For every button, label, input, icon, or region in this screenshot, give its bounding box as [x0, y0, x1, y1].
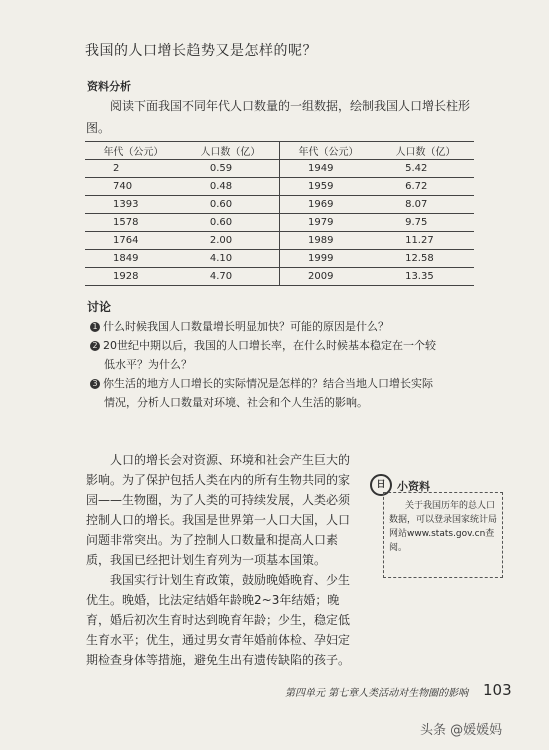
table-cell: 1393	[85, 196, 182, 214]
table-row	[85, 196, 474, 214]
table-cell: 740	[85, 178, 182, 196]
table-row	[85, 232, 474, 250]
table-row	[85, 268, 474, 286]
number-badge: 1	[90, 322, 100, 332]
intro-text: 阅读下面我国不同年代人口数量的一组数据，绘制我国人口增长柱形图。	[86, 99, 471, 135]
number-badge: 2	[90, 341, 100, 351]
table-cell: 13.35	[377, 268, 474, 286]
table-cell: 1764	[85, 232, 182, 250]
table-cell: 12.58	[377, 250, 474, 268]
table-cell: 2.00	[182, 232, 280, 250]
table-cell: 6.72	[377, 178, 474, 196]
table-header: 人口数（亿）	[377, 142, 474, 160]
table-cell: 2009	[279, 268, 377, 286]
body-text	[86, 450, 361, 670]
table-header: 人口数（亿）	[182, 142, 280, 160]
population-table	[85, 141, 474, 286]
info-sidebar	[365, 470, 515, 582]
watermark: 头条 @媛媛妈	[420, 723, 503, 738]
table-row	[85, 250, 474, 268]
table-cell: 11.27	[377, 232, 474, 250]
table-row	[85, 160, 474, 178]
table-cell: 1849	[85, 250, 182, 268]
table-row	[85, 214, 474, 232]
table-cell: 5.42	[377, 160, 474, 178]
paragraph: 人口的增长会对资源、环境和社会产生巨大的影响。为了保护包括人类在内的所有生物共同的家园——生物圈，为了人类的可持续发展，人类必须控制人口的增长。我国是世界第一人口大国，人口问题非常突出。为了控制人口数量和提高人口素质，我国已经把计划生育列为一项基本国策。	[86, 453, 351, 567]
table-cell: 8.07	[377, 196, 474, 214]
section-title: 资料分析	[87, 80, 131, 93]
sidebar-title: 小资料	[397, 480, 430, 493]
table-cell: 1578	[85, 214, 182, 232]
table-cell: 0.60	[182, 214, 280, 232]
table-cell: 1989	[279, 232, 377, 250]
info-icon: 日	[370, 474, 392, 496]
table-cell: 4.70	[182, 268, 280, 286]
table-cell: 0.59	[182, 160, 280, 178]
page-number: 103	[483, 681, 512, 699]
table-cell: 1979	[279, 214, 377, 232]
discussion-text: 你生活的地方人口增长的实际情况是怎样的？结合当地人口增长实际	[103, 377, 433, 390]
table-cell: 9.75	[377, 214, 474, 232]
table-cell: 1949	[279, 160, 377, 178]
number-badge: 3	[90, 379, 100, 389]
discussion-text-cont: 低水平？为什么？	[104, 358, 192, 371]
discussion-text: 20世纪中期以后，我国的人口增长率，在什么时候基本稳定在一个较	[103, 339, 436, 352]
discussion-text-cont: 情况，分析人口数量对环境、社会和个人生活的影响。	[104, 396, 368, 409]
discussion-item	[90, 374, 490, 412]
table-header: 年代（公元）	[279, 142, 377, 160]
table-header-row	[85, 142, 474, 160]
table-cell: 1999	[279, 250, 377, 268]
paragraph: 我国实行计划生育政策，鼓励晚婚晚育、少生优生。晚婚，比法定结婚年龄晚2~3年结婚；晚育，婚后初次生育时达到晚育年龄；少生，稳定低生育水平；优生，通过男女青年婚前体检、孕妇定期检查身体等措施，避免生出有遗传缺陷的孩子。	[86, 573, 351, 667]
table-cell: 0.60	[182, 196, 280, 214]
table-cell: 0.48	[182, 178, 280, 196]
discussion-item	[90, 336, 490, 374]
table-cell: 2	[85, 160, 182, 178]
table-cell: 1969	[279, 196, 377, 214]
discussion-text: 什么时候我国人口数量增长明显加快？可能的原因是什么？	[103, 320, 389, 333]
question-title: 我国的人口增长趋势又是怎样的呢？	[85, 43, 317, 59]
chapter-footer: 第四单元 第七章人类活动对生物圈的影响	[285, 688, 469, 699]
discussion-title: 讨论	[87, 300, 112, 314]
table-cell: 1959	[279, 178, 377, 196]
table-row	[85, 178, 474, 196]
sidebar-text: 关于我国历年的总人口数据，可以登录国家统计局网站www.stats.gov.cn查阅。	[383, 492, 503, 578]
table-header: 年代（公元）	[85, 142, 182, 160]
table-cell: 4.10	[182, 250, 280, 268]
table-cell: 1928	[85, 268, 182, 286]
discussion-item	[90, 317, 490, 336]
